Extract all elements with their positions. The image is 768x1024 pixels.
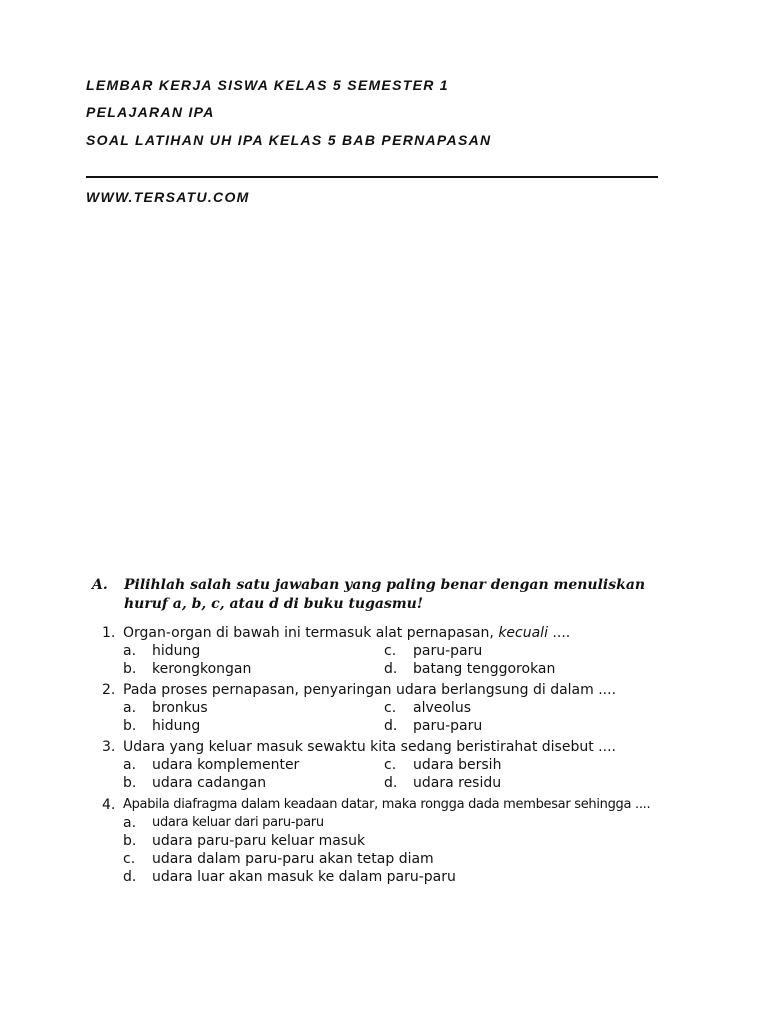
question-text <box>123 624 570 642</box>
header-divider <box>86 176 658 178</box>
header-topic: SOAL LATIHAN UH IPA KELAS 5 BAB PERNAPASAN <box>86 132 492 148</box>
question-number: 3. <box>102 739 116 755</box>
question-emphasis: kecuali <box>498 625 548 641</box>
question-number: 2. <box>102 682 116 698</box>
option-text: udara residu <box>413 775 502 791</box>
option-letter: b. <box>123 718 137 734</box>
option-text: hidung <box>152 718 201 734</box>
option-text: bronkus <box>152 700 208 716</box>
option-text: alveolus <box>413 700 471 716</box>
option-text: batang tenggorokan <box>413 661 556 677</box>
question-text: Pada proses pernapasan, penyaringan udara berlangsung di dalam .... <box>123 682 617 698</box>
option-letter: c. <box>384 700 397 716</box>
question-text: Apabila diafragma dalam keadaan datar, maka rongga dada membesar sehingga .... <box>123 797 651 812</box>
option-letter: d. <box>384 718 398 734</box>
option-letter: b. <box>123 661 137 677</box>
option-text: udara dalam paru-paru akan tetap diam <box>152 851 434 867</box>
option-letter: d. <box>384 775 398 791</box>
header-subject: PELAJARAN IPA <box>86 104 215 120</box>
option-letter: c. <box>123 851 136 867</box>
question-number: 1. <box>102 625 116 641</box>
option-text: hidung <box>152 643 201 659</box>
question-ellipsis: .... <box>552 625 571 641</box>
option-text: udara luar akan masuk ke dalam paru-paru <box>152 869 456 885</box>
option-letter: d. <box>384 661 398 677</box>
website-label: WWW.TERSATU.COM <box>86 189 250 205</box>
option-letter: a. <box>123 643 137 659</box>
option-letter: a. <box>123 700 137 716</box>
section-letter: A. <box>92 577 108 593</box>
option-letter: b. <box>123 775 137 791</box>
section-instruction: Pilihlah salah satu jawaban yang paling benar dengan menuliskan huruf a, b, c, atau d di buku tugasmu! <box>124 577 646 612</box>
option-letter: a. <box>123 815 137 831</box>
option-letter: c. <box>384 643 397 659</box>
option-letter: b. <box>123 833 137 849</box>
option-text: paru-paru <box>413 643 483 659</box>
question-stem: Organ-organ di bawah ini termasuk alat pernapasan, <box>123 625 494 641</box>
option-letter: d. <box>123 869 137 885</box>
option-text: udara cadangan <box>152 775 267 791</box>
option-text: udara komplementer <box>152 757 300 773</box>
option-text: kerongkongan <box>152 661 252 677</box>
question-number: 4. <box>102 797 116 813</box>
question-text: Udara yang keluar masuk sewaktu kita sedang beristirahat disebut .... <box>123 739 616 755</box>
option-text: udara keluar dari paru-paru <box>152 815 324 830</box>
option-letter: a. <box>123 757 137 773</box>
option-letter: c. <box>384 757 397 773</box>
option-text: paru-paru <box>413 718 483 734</box>
header-title: LEMBAR KERJA SISWA KELAS 5 SEMESTER 1 <box>86 77 449 93</box>
option-text: udara bersih <box>413 757 502 773</box>
option-text: udara paru-paru keluar masuk <box>152 833 366 849</box>
